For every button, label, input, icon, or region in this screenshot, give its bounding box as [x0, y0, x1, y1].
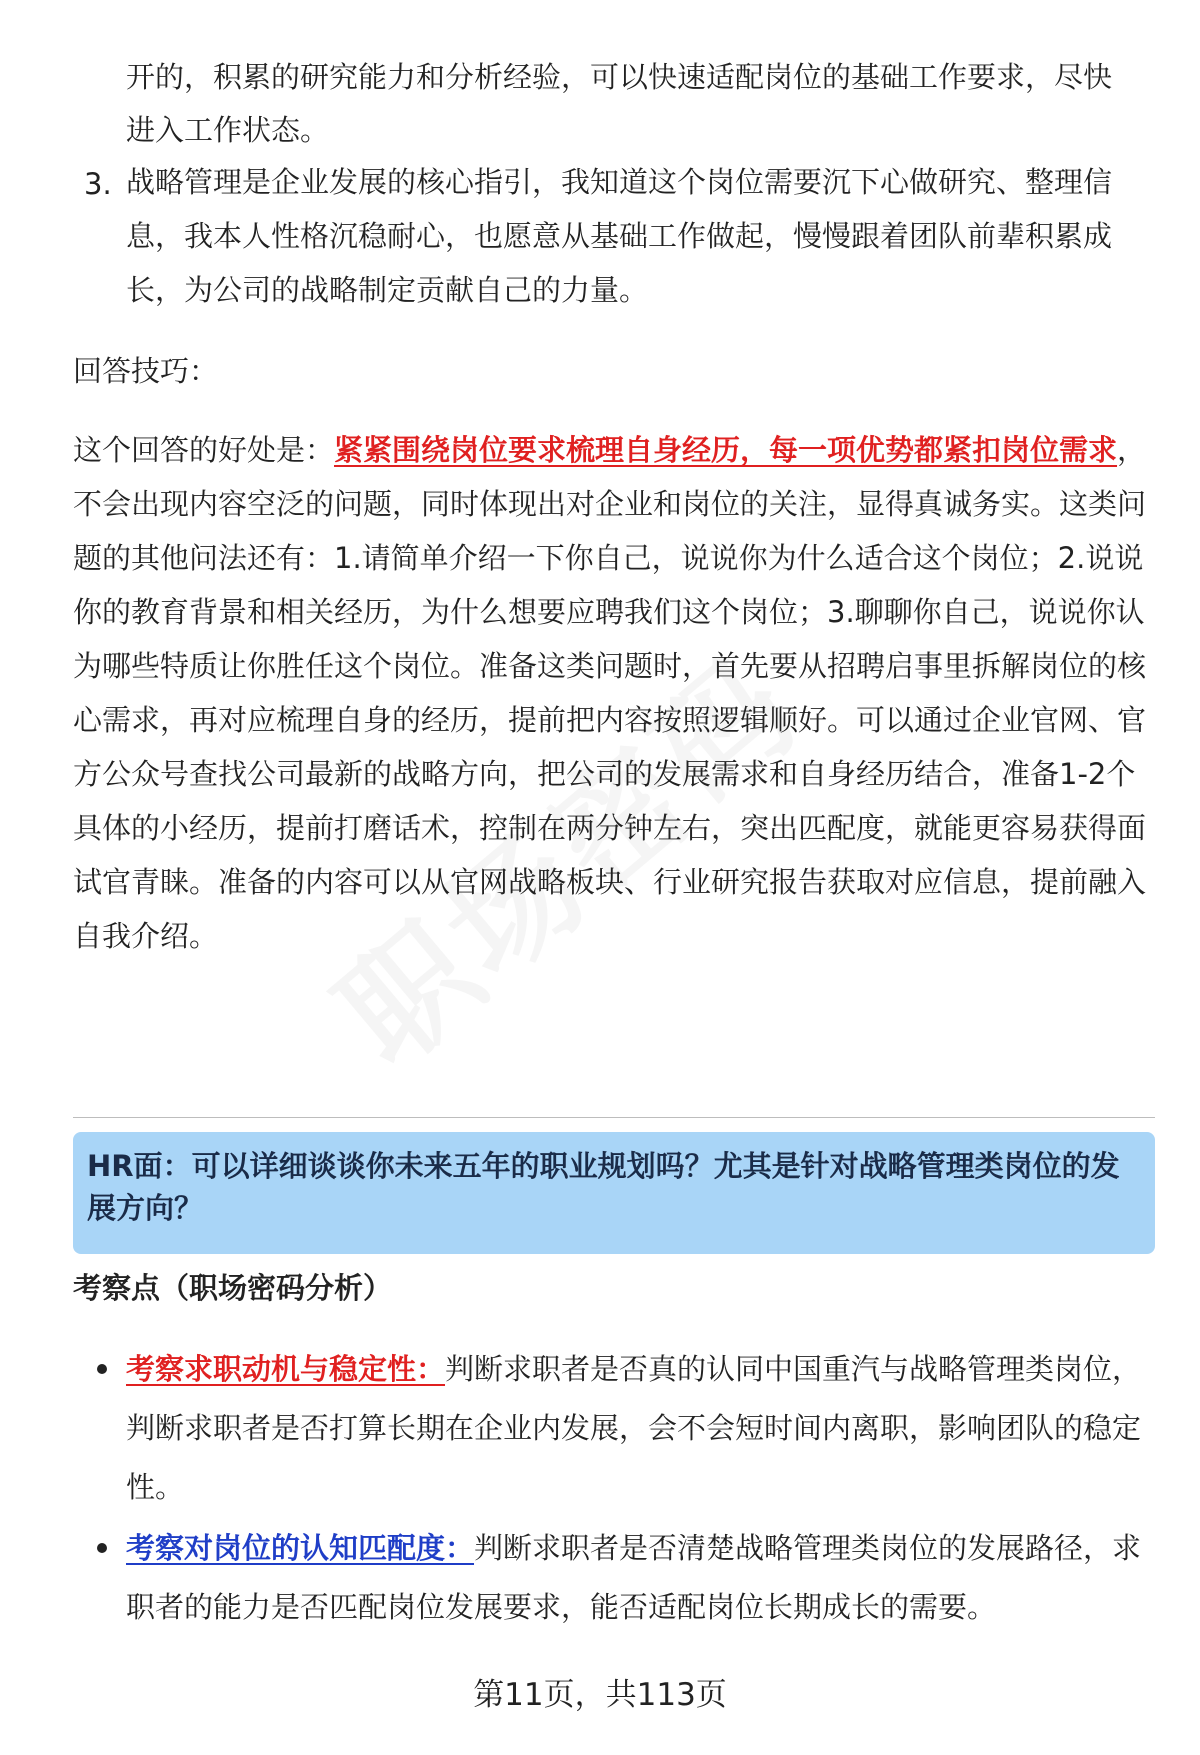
- point-2: [126, 1519, 1155, 1637]
- tips-highlight: 紧紧围绕岗位要求梳理自身经历，每一项优势都紧扣岗位需求: [334, 433, 1118, 467]
- point-2-label: 考察对岗位的认知匹配度：: [126, 1531, 475, 1565]
- analysis-heading: 考察点（职场密码分析）: [73, 1271, 393, 1305]
- list-item-3-text: 战略管理是企业发展的核心指引，我知道这个岗位需要沉下心做研究、整理信息，我本人性格沉稳耐心，也愿意从基础工作做起，慢慢跟着团队前辈积累成长，为公司的战略制定贡献自己的力量。: [126, 165, 1113, 307]
- continued-line-2: 进入工作状态。: [126, 113, 330, 147]
- tips-paragraph: [73, 423, 1155, 963]
- point-1: [126, 1340, 1155, 1517]
- hr-question-box: [73, 1132, 1155, 1254]
- continued-line-1: 开的，积累的研究能力和分析经验，可以快速适配岗位的基础工作要求，尽快: [126, 60, 1113, 94]
- hr-question: HR面：可以详细谈谈你未来五年的职业规划吗？尤其是针对战略管理类岗位的发展方向？: [87, 1149, 1120, 1225]
- page-footer: 第11页，共113页: [473, 1677, 727, 1713]
- section-divider: [73, 1117, 1155, 1118]
- list-number-3: 3.: [84, 167, 112, 201]
- point-1-text: 判断求职者是否真的认同中国重汽与战略管理类岗位，判断求职者是否打算长期在企业内发展，会不会短时间内离职，影响团队的稳定性。: [126, 1352, 1142, 1504]
- tips-label: 回答技巧：: [73, 354, 219, 388]
- bullet-dot: [97, 1364, 107, 1374]
- tips-prefix: 这个回答的好处是：: [73, 433, 335, 467]
- bullet-dot: [97, 1543, 107, 1553]
- tips-rest: ，不会出现内容空泛的问题，同时体现出对企业和岗位的关注，显得真诚务实。这类问题的其他问法还有：1.请简单介绍一下你自己，说说你为什么适合这个岗位；2.说说你的教育背景和相关经历，为什么想要应聘我们这个岗位；3.聊聊你自己，说说你认为哪些特质让你胜任这个岗位。准备这类问题时，首先要从招聘启事里拆解岗位的核心需求，再对应梳理自身的经历，提前把内容按照逻辑顺好。可以通过企业官网、官方公众号查找公司最新的战略方向，把公司的发展需求和自身经历结合，准备1-2个具体的小经历，提前打磨话术，控制在两分钟左右，突出匹配度，就能更容易获得面试官青睐。准备的内容可以从官网战略板块、行业研究报告获取对应信息，提前融入自我介绍。: [73, 433, 1147, 953]
- point-1-label: 考察求职动机与稳定性：: [126, 1352, 446, 1386]
- point-2-text: 判断求职者是否清楚战略管理类岗位的发展路径，求职者的能力是否匹配岗位发展要求，能否适配岗位长期成长的需要。: [126, 1531, 1142, 1624]
